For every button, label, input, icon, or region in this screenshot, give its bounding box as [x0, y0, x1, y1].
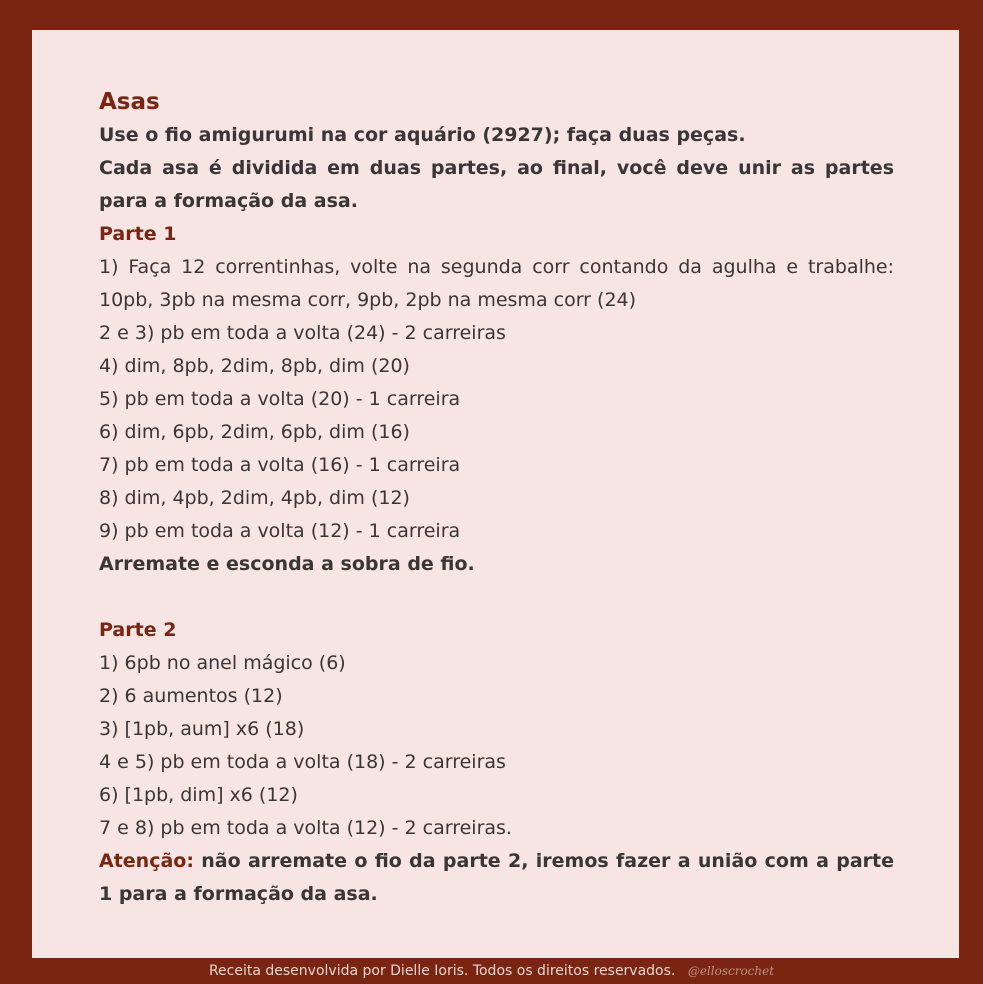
part2-attention — [99, 845, 894, 911]
part2-row-2: 2) 6 aumentos (12) — [99, 685, 283, 707]
part1-row-2-3: 2 e 3) pb em toda a volta (24) - 2 carreiras — [99, 322, 506, 344]
part1-row-7: 7) pb em toda a volta (16) - 1 carreira — [99, 454, 461, 476]
attention-label: Atenção: — [99, 850, 194, 872]
part1-closing: Arremate e esconda a sobra de fio. — [99, 553, 475, 575]
intro-line-yarn: Use o fio amigurumi na cor aquário (2927); faça duas peças. — [99, 124, 746, 146]
intro-line-parts: Cada asa é dividida em duas partes, ao final, você deve unir as partes para a formação da asa. — [99, 157, 894, 212]
part1-row-1: 1) Faça 12 correntinhas, volte na segunda corr contando da agulha e trabalhe: 10pb, 3pb na mesma corr, 9pb, 2pb na mesma corr (24) — [99, 256, 894, 311]
part2-row-3: 3) [1pb, aum] x6 (18) — [99, 718, 305, 740]
recipe-content — [99, 85, 894, 911]
spacer — [99, 581, 894, 614]
recipe-card — [32, 30, 959, 958]
footer-text: Receita desenvolvida por Dielle Ioris. Todos os direitos reservados. — [208, 963, 676, 979]
signature-watermark: @elloscrochet — [687, 964, 775, 978]
attention-text: não arremate o fio da parte 2, iremos fazer a união com a parte 1 para a formação da asa. — [99, 850, 894, 905]
part2-row-4-5: 4 e 5) pb em toda a volta (18) - 2 carreiras — [99, 751, 506, 773]
part2-row-6: 6) [1pb, dim] x6 (12) — [99, 784, 298, 806]
part2-heading: Parte 2 — [99, 619, 177, 641]
part1-row-9: 9) pb em toda a volta (12) - 1 carreira — [99, 520, 461, 542]
footer-credit — [0, 958, 983, 984]
part1-row-8: 8) dim, 4pb, 2dim, 4pb, dim (12) — [99, 487, 410, 509]
part1-row-6: 6) dim, 6pb, 2dim, 6pb, dim (16) — [99, 421, 410, 443]
part1-heading: Parte 1 — [99, 223, 177, 245]
part2-row-1: 1) 6pb no anel mágico (6) — [99, 652, 346, 674]
recipe-title: Asas — [99, 89, 160, 115]
part1-row-4: 4) dim, 8pb, 2dim, 8pb, dim (20) — [99, 355, 410, 377]
part1-row-5: 5) pb em toda a volta (20) - 1 carreira — [99, 388, 461, 410]
part2-row-7-8: 7 e 8) pb em toda a volta (12) - 2 carreiras. — [99, 817, 512, 839]
